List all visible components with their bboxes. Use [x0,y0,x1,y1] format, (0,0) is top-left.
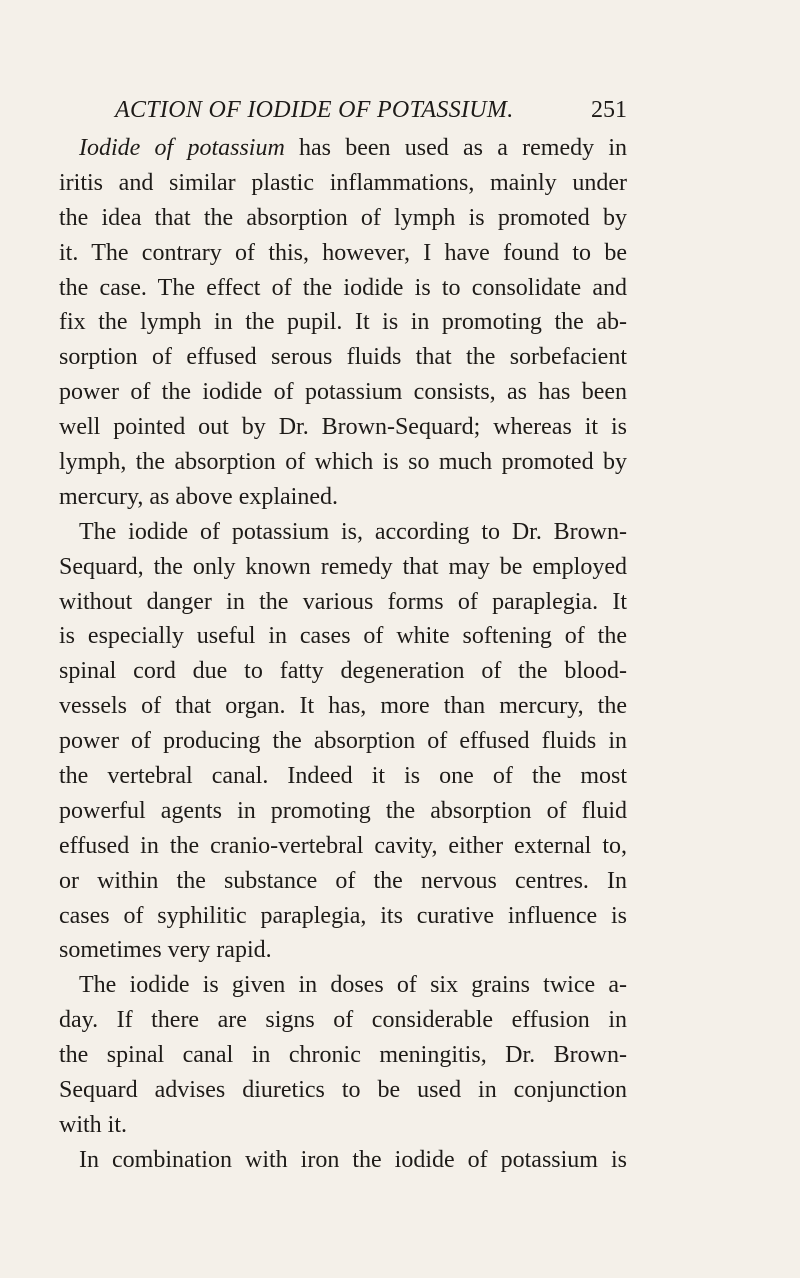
text-line: mercury, as above explained. [59,483,338,510]
text-line: spinal cord due to fatty degeneration of the blood- [59,658,627,685]
text-line: powerful agents in promoting the absorption of fluid [59,797,627,824]
text-line [59,131,627,166]
text-line: cases of syphilitic paraplegia, its curative influence is [59,902,627,929]
text-line: power of producing the absorption of effused fluids in [59,728,627,755]
text-line-rest: has been used as a remedy in [284,135,627,161]
text-line: without danger in the various forms of paraplegia. It [59,588,627,615]
body-text [59,131,627,1178]
text-line: fix the lymph in the pupil. It is in promoting the ab- [59,309,627,336]
text-line: Sequard advises diuretics to be used in conjunction [59,1077,627,1104]
text-line: is especially useful in cases of white softening of the [59,623,627,650]
text-line: it. The contrary of this, however, I have found to be [59,239,627,266]
running-head [115,94,627,126]
text-line: the idea that the absorption of lymph is promoted by [59,204,627,231]
text-line: sometimes very rapid. [59,937,272,964]
text-line: Sequard, the only known remedy that may be employed [59,553,627,580]
text-line: vessels of that organ. It has, more than mercury, the [59,693,627,720]
text-line: day. If there are signs of considerable effusion in [59,1007,627,1034]
text-line: sorption of effused serous fluids that the sorbefacient [59,344,627,371]
text-line: well pointed out by Dr. Brown-Sequard; whereas it is [59,414,627,441]
text-line: the spinal canal in chronic meningitis, Dr. Brown- [59,1042,627,1069]
text-line: the vertebral canal. Indeed it is one of the most [59,763,627,790]
text-line: or within the substance of the nervous centres. In [59,867,627,894]
text-line: The iodide of potassium is, according to Dr. Brown- [79,518,627,545]
text-line: power of the iodide of potassium consists, as has been [59,379,627,406]
text-line: lymph, the absorption of which is so much promoted by [59,449,627,476]
text-line: effused in the cranio-vertebral cavity, either external to, [59,832,627,859]
running-title: ACTION OF IODIDE OF POTASSIUM. [115,97,514,123]
italic-term: Iodide of potassium [79,135,285,161]
text-line: The iodide is given in doses of six grains twice a- [79,972,627,999]
text-line: with it. [59,1111,128,1138]
text-line: iritis and similar plastic inflammations, mainly under [59,169,627,196]
page-number: 251 [591,97,627,123]
text-line: In combination with iron the iodide of potassium is [79,1146,627,1173]
text-line: the case. The effect of the iodide is to consolidate and [59,274,627,301]
